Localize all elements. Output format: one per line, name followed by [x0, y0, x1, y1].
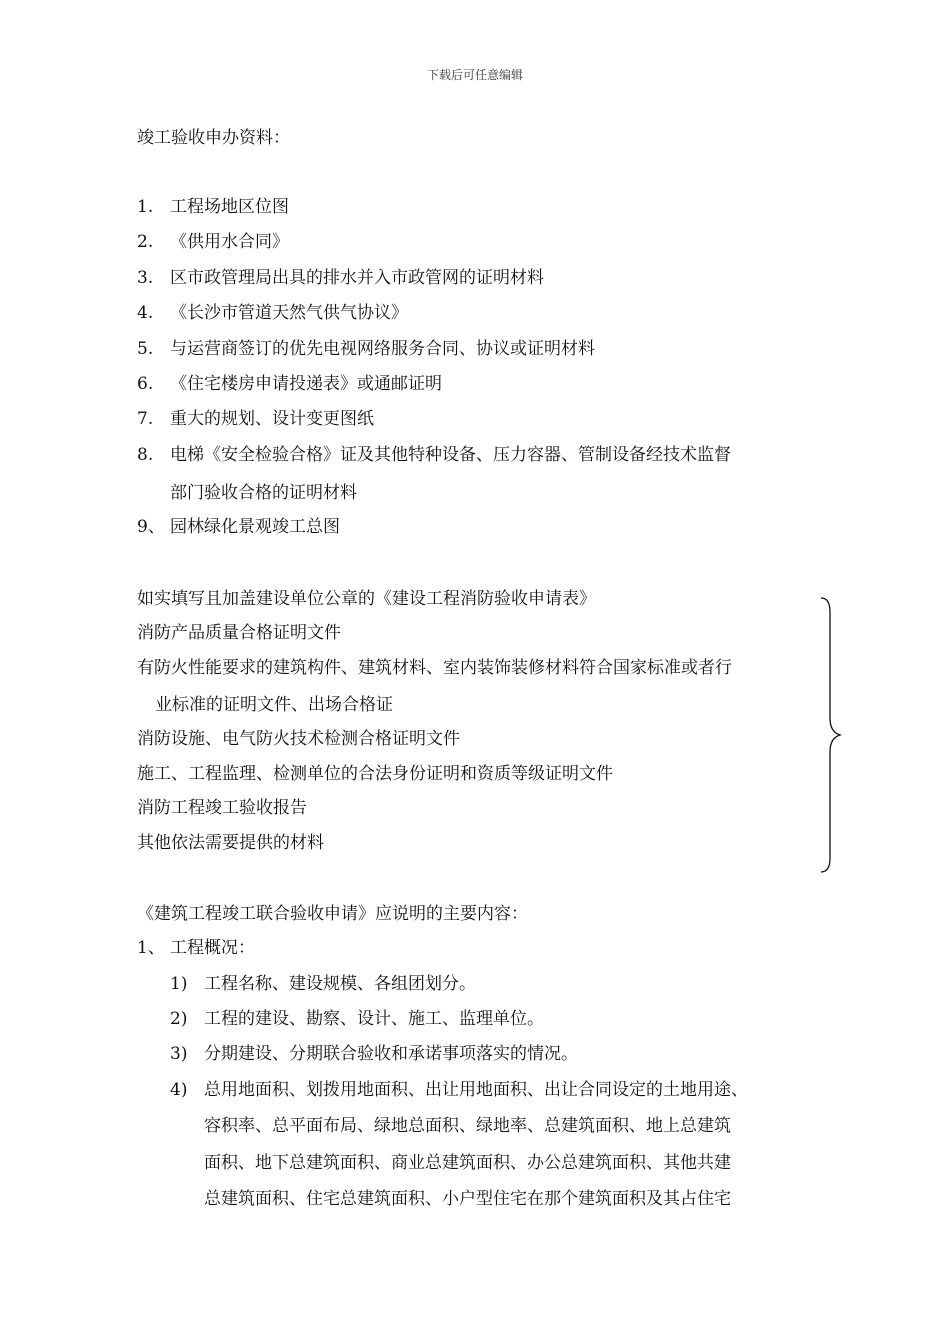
section-label: 工程概况：: [170, 938, 255, 958]
item-text: 《长沙市管道天然气供气协议》: [170, 303, 408, 323]
item-number: 4.: [137, 303, 154, 323]
page-header: 下载后可任意编辑: [426, 68, 523, 82]
sub-item-number: 1): [170, 974, 188, 994]
sub-item-text-continued: 面积、地下总建筑面积、商业总建筑面积、办公总建筑面积、其他共建: [204, 1153, 731, 1173]
fire-item: 有防火性能要求的建筑构件、建筑材料、室内装饰装修材料符合国家标准或者行: [137, 658, 732, 678]
fire-item: 消防设施、电气防火技术检测合格证明文件: [137, 729, 460, 749]
item-text: 电梯《安全检验合格》证及其他特种设备、压力容器、管制设备经技术监督: [170, 445, 731, 465]
item-number: 5.: [137, 339, 154, 359]
fire-item-continued: 业标准的证明文件、出场合格证: [155, 695, 393, 715]
fire-item: 其他依法需要提供的材料: [137, 833, 324, 853]
item-number: 1.: [137, 197, 154, 217]
section-title: 《建筑工程竣工联合验收申请》应说明的主要内容：: [137, 904, 528, 924]
sub-item-number: 3): [170, 1044, 188, 1064]
item-text: 与运营商签订的优先电视网络服务合同、协议或证明材料: [170, 339, 595, 359]
fire-item: 消防工程竣工验收报告: [137, 798, 307, 818]
sub-item-text: 工程名称、建设规模、各组团划分。: [204, 974, 476, 994]
right-brace-icon: [818, 596, 848, 874]
document-title: 竣工验收申办资料：: [137, 128, 290, 148]
fire-item: 消防产品质量合格证明文件: [137, 623, 341, 643]
sub-item-text-continued: 容积率、总平面布局、绿地总面积、绿地率、总建筑面积、地上总建筑: [204, 1116, 731, 1136]
item-number: 9、: [137, 517, 165, 537]
sub-item-number: 4): [170, 1080, 188, 1100]
item-text: 工程场地区位图: [170, 197, 289, 217]
item-text-continued: 部门验收合格的证明材料: [170, 483, 357, 503]
sub-item-text-continued: 总建筑面积、住宅总建筑面积、小户型住宅在那个建筑面积及其占住宅: [204, 1189, 731, 1209]
item-text: 《供用水合同》: [170, 232, 289, 252]
item-number: 7.: [137, 409, 154, 429]
item-text: 区市政管理局出具的排水并入市政管网的证明材料: [170, 268, 544, 288]
item-number: 2.: [137, 232, 154, 252]
item-number: 3.: [137, 268, 154, 288]
item-text: 园林绿化景观竣工总图: [170, 517, 340, 537]
fire-item: 施工、工程监理、检测单位的合法身份证明和资质等级证明文件: [137, 764, 613, 784]
sub-item-number: 2): [170, 1009, 188, 1029]
item-number: 8.: [137, 445, 154, 465]
fire-item: 如实填写且加盖建设单位公章的《建设工程消防验收申请表》: [137, 589, 596, 609]
item-text: 重大的规划、设计变更图纸: [170, 409, 374, 429]
sub-item-text: 总用地面积、划拨用地面积、出让用地面积、出让合同设定的土地用途、: [204, 1080, 748, 1100]
sub-item-text: 工程的建设、勘察、设计、施工、监理单位。: [204, 1009, 544, 1029]
item-number: 6.: [137, 374, 154, 394]
item-text: 《住宅楼房申请投递表》或通邮证明: [170, 374, 442, 394]
section-number: 1、: [137, 938, 165, 958]
sub-item-text: 分期建设、分期联合验收和承诺事项落实的情况。: [204, 1044, 578, 1064]
